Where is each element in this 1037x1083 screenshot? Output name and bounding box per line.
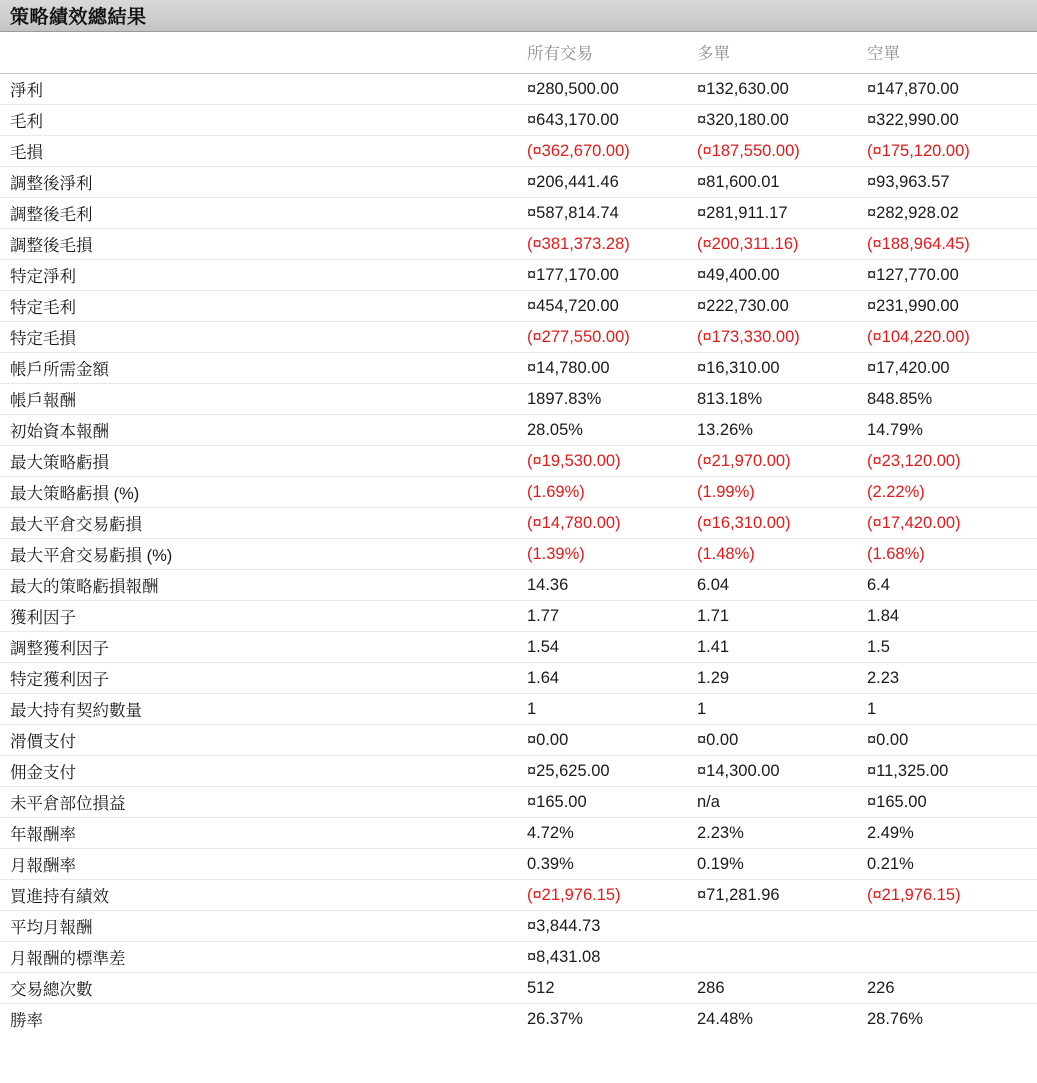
row-value: 26.37% — [527, 1009, 583, 1028]
row-value: ¤320,180.00 — [697, 105, 867, 136]
row-value: 6.4 — [867, 570, 1037, 601]
table-row — [0, 260, 1037, 291]
row-value: 1.5 — [867, 632, 1037, 663]
table-row — [0, 818, 1037, 849]
row-value — [867, 942, 1037, 973]
table-row — [0, 973, 1037, 1004]
row-value: (¤277,550.00) — [527, 322, 697, 353]
row-value: (¤175,120.00) — [867, 136, 1037, 167]
column-header-short-trades: 空單 — [867, 32, 1037, 74]
performance-summary-table — [0, 32, 1037, 1034]
row-value: ¤8,431.08 — [527, 942, 697, 973]
table-row — [0, 663, 1037, 694]
row-label: 交易總次數 — [0, 973, 527, 1004]
row-value: ¤147,870.00 — [867, 74, 1037, 105]
row-value: 28.76% — [867, 1009, 923, 1028]
table-row — [0, 694, 1037, 725]
row-value: 0.21% — [867, 849, 1037, 880]
table-row — [0, 74, 1037, 105]
row-value: (¤104,220.00) — [867, 322, 1037, 353]
row-value: 1 — [527, 694, 697, 725]
page-title: 策略績效總結果 — [10, 7, 147, 28]
row-value — [697, 942, 867, 973]
table-row — [0, 291, 1037, 322]
row-value: 1.54 — [527, 632, 697, 663]
row-value: (¤19,530.00) — [527, 446, 697, 477]
row-value: 512 — [527, 973, 697, 1004]
column-header-all-trades: 所有交易 — [527, 32, 697, 74]
row-value: (¤187,550.00) — [697, 136, 867, 167]
table-row — [0, 446, 1037, 477]
row-value: 848.85% — [867, 384, 1037, 415]
row-value: ¤222,730.00 — [697, 291, 867, 322]
row-label: 調整後淨利 — [0, 167, 527, 198]
row-value: ¤0.00 — [527, 725, 697, 756]
row-value: ¤177,170.00 — [527, 260, 697, 291]
table-header-row — [0, 32, 1037, 74]
row-value: ¤165.00 — [867, 787, 1037, 818]
row-value: ¤14,300.00 — [697, 756, 867, 787]
row-value: ¤0.00 — [697, 725, 867, 756]
row-value: 28.05% — [527, 415, 697, 446]
row-value: 1.29 — [697, 663, 867, 694]
row-label: 獲利因子 — [0, 601, 527, 632]
row-value: ¤14,780.00 — [527, 353, 697, 384]
report-title-bar — [0, 0, 1037, 32]
row-value: ¤25,625.00 — [527, 756, 697, 787]
row-value: (¤17,420.00) — [867, 508, 1037, 539]
row-value: ¤282,928.02 — [867, 198, 1037, 229]
row-value: (¤21,976.15) — [867, 880, 1037, 911]
row-value: 1.77 — [527, 601, 697, 632]
row-label: 初始資本報酬 — [0, 415, 527, 446]
row-value: ¤11,325.00 — [867, 756, 1037, 787]
row-label: 最大平倉交易虧損 — [0, 508, 527, 539]
row-value: ¤0.00 — [867, 725, 1037, 756]
row-label: 調整獲利因子 — [0, 632, 527, 663]
row-label: 滑價支付 — [0, 725, 527, 756]
row-value: ¤81,600.01 — [697, 167, 867, 198]
row-value: 0.39% — [527, 849, 697, 880]
row-value: (1.99%) — [697, 477, 867, 508]
row-label: 未平倉部位損益 — [0, 787, 527, 818]
row-value: (¤188,964.45) — [867, 229, 1037, 260]
table-row — [0, 415, 1037, 446]
row-value: (1.69%) — [527, 477, 697, 508]
row-value: 1.71 — [697, 601, 867, 632]
row-value: (2.22%) — [867, 477, 1037, 508]
row-label: 特定獲利因子 — [0, 663, 527, 694]
row-value: 2.49% — [867, 818, 1037, 849]
row-label: 勝率 — [10, 1012, 43, 1030]
row-value: ¤231,990.00 — [867, 291, 1037, 322]
table-row — [0, 911, 1037, 942]
table-row — [0, 725, 1037, 756]
row-label: 佣金支付 — [0, 756, 527, 787]
row-value: 1 — [697, 694, 867, 725]
row-value: 286 — [697, 973, 867, 1004]
row-label: 年報酬率 — [0, 818, 527, 849]
row-value: ¤165.00 — [527, 787, 697, 818]
row-label: 最大平倉交易虧損 (%) — [0, 539, 527, 570]
row-value: ¤454,720.00 — [527, 291, 697, 322]
row-value: 2.23 — [867, 663, 1037, 694]
row-value: n/a — [697, 787, 867, 818]
row-value: (1.39%) — [527, 539, 697, 570]
row-value: (¤362,670.00) — [527, 136, 697, 167]
table-row — [0, 880, 1037, 911]
table-row — [0, 105, 1037, 136]
row-value: 813.18% — [697, 384, 867, 415]
table-row — [0, 167, 1037, 198]
row-label: 毛利 — [0, 105, 527, 136]
row-label: 特定毛利 — [0, 291, 527, 322]
row-value: ¤322,990.00 — [867, 105, 1037, 136]
row-value: ¤643,170.00 — [527, 105, 697, 136]
table-body — [0, 74, 1037, 1035]
row-label: 最大的策略虧損報酬 — [0, 570, 527, 601]
row-label: 帳戶所需金額 — [0, 353, 527, 384]
row-value — [867, 911, 1037, 942]
table-row — [0, 229, 1037, 260]
row-label: 最大持有契約數量 — [0, 694, 527, 725]
table-row — [0, 601, 1037, 632]
table-row — [0, 508, 1037, 539]
table-row — [0, 136, 1037, 167]
row-value: 4.72% — [527, 818, 697, 849]
row-label: 平均月報酬 — [0, 911, 527, 942]
row-label: 淨利 — [0, 74, 527, 105]
row-value: ¤3,844.73 — [527, 911, 697, 942]
row-value: (¤21,970.00) — [697, 446, 867, 477]
row-label: 毛損 — [0, 136, 527, 167]
row-value: ¤17,420.00 — [867, 353, 1037, 384]
table-row — [0, 353, 1037, 384]
table-row — [0, 477, 1037, 508]
table-row — [0, 384, 1037, 415]
row-value: 6.04 — [697, 570, 867, 601]
row-value: 24.48% — [697, 1009, 753, 1028]
row-value: ¤132,630.00 — [697, 74, 867, 105]
row-label: 調整後毛利 — [0, 198, 527, 229]
row-value: 14.36 — [527, 570, 697, 601]
table-row — [0, 539, 1037, 570]
column-header-long-trades: 多單 — [697, 32, 867, 74]
table-row — [0, 322, 1037, 353]
row-value: ¤16,310.00 — [697, 353, 867, 384]
row-value: 13.26% — [697, 415, 867, 446]
table-row — [0, 942, 1037, 973]
row-value: (¤173,330.00) — [697, 322, 867, 353]
row-label: 調整後毛損 — [0, 229, 527, 260]
row-value: (1.68%) — [867, 539, 1037, 570]
row-value: ¤127,770.00 — [867, 260, 1037, 291]
column-header-metric — [0, 32, 527, 74]
table-row — [0, 1004, 1037, 1035]
row-value: 226 — [867, 973, 1037, 1004]
row-value: ¤587,814.74 — [527, 198, 697, 229]
row-label: 帳戶報酬 — [0, 384, 527, 415]
row-value: 2.23% — [697, 818, 867, 849]
row-value: 1 — [867, 694, 1037, 725]
row-value: (¤16,310.00) — [697, 508, 867, 539]
row-value: 14.79% — [867, 415, 1037, 446]
row-value: ¤93,963.57 — [867, 167, 1037, 198]
row-value: ¤71,281.96 — [697, 880, 867, 911]
row-value: 1.64 — [527, 663, 697, 694]
row-value — [697, 911, 867, 942]
row-label: 特定毛損 — [0, 322, 527, 353]
row-value: ¤49,400.00 — [697, 260, 867, 291]
row-value: (¤23,120.00) — [867, 446, 1037, 477]
row-value: ¤206,441.46 — [527, 167, 697, 198]
row-value: 0.19% — [697, 849, 867, 880]
table-row — [0, 632, 1037, 663]
table-row — [0, 849, 1037, 880]
table-row — [0, 787, 1037, 818]
row-label: 買進持有績效 — [0, 880, 527, 911]
row-label: 月報酬的標準差 — [0, 942, 527, 973]
row-value: (¤21,976.15) — [527, 880, 697, 911]
row-value: ¤281,911.17 — [697, 198, 867, 229]
table-row — [0, 198, 1037, 229]
row-label: 最大策略虧損 (%) — [0, 477, 527, 508]
row-value: (¤381,373.28) — [527, 229, 697, 260]
row-value: ¤280,500.00 — [527, 74, 697, 105]
row-value: 1.41 — [697, 632, 867, 663]
row-value: (¤200,311.16) — [697, 229, 867, 260]
row-value: 1.84 — [867, 601, 1037, 632]
table-header — [0, 32, 1037, 74]
row-value: (1.48%) — [697, 539, 867, 570]
table-row — [0, 756, 1037, 787]
row-label: 特定淨利 — [0, 260, 527, 291]
row-value: (¤14,780.00) — [527, 508, 697, 539]
row-label: 最大策略虧損 — [0, 446, 527, 477]
row-value: 1897.83% — [527, 384, 697, 415]
table-row — [0, 570, 1037, 601]
row-label: 月報酬率 — [0, 849, 527, 880]
